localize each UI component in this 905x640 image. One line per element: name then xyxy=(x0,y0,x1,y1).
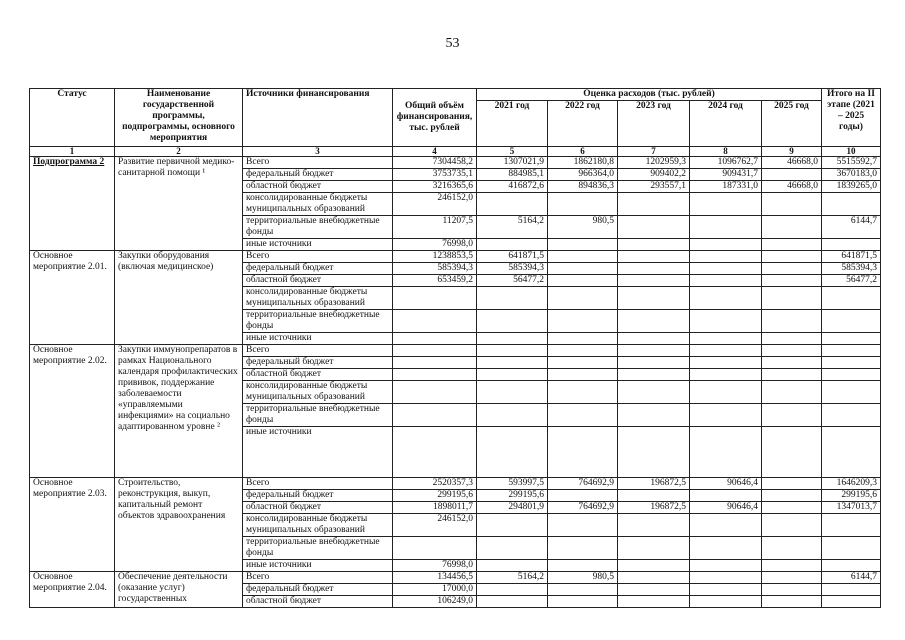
value-cell-y2021: 5164,2 xyxy=(477,216,548,239)
value-cell-y2024 xyxy=(690,263,762,275)
value-cell-y2024 xyxy=(690,584,762,596)
value-cell-y2023 xyxy=(618,490,690,502)
value-cell-y2025 xyxy=(762,357,822,369)
value-cell-y2022: 1862180,8 xyxy=(548,157,618,169)
value-cell-y2023 xyxy=(618,537,690,560)
value-cell-y2022 xyxy=(548,345,618,357)
source-cell: областной бюджет xyxy=(243,502,393,514)
value-cell-y2022 xyxy=(548,357,618,369)
value-cell-y2024 xyxy=(690,596,762,608)
value-cell-y2023: 196872,5 xyxy=(618,502,690,514)
value-cell-y2024 xyxy=(690,427,762,478)
source-cell: консолидированные бюджеты муниципальных образований xyxy=(243,514,393,537)
value-cell-y2025 xyxy=(762,381,822,404)
value-cell-y2023 xyxy=(618,263,690,275)
source-cell: Всего xyxy=(243,345,393,357)
source-cell: федеральный бюджет xyxy=(243,357,393,369)
table-row xyxy=(30,251,881,263)
value-cell-stage xyxy=(822,560,881,572)
value-cell-total: 76998,0 xyxy=(393,560,477,572)
value-cell-total: 106249,0 xyxy=(393,596,477,608)
value-cell-y2023 xyxy=(618,275,690,287)
value-cell-y2025 xyxy=(762,596,822,608)
column-number: 5 xyxy=(477,147,548,157)
column-number: 6 xyxy=(548,147,618,157)
source-cell: консолидированные бюджеты муниципальных образований xyxy=(243,193,393,216)
header-estimate: Оценка расходов (тыс. рублей) xyxy=(477,89,822,101)
value-cell-y2022 xyxy=(548,287,618,310)
source-cell: федеральный бюджет xyxy=(243,490,393,502)
value-cell-y2024 xyxy=(690,537,762,560)
value-cell-y2022 xyxy=(548,514,618,537)
value-cell-y2023 xyxy=(618,216,690,239)
value-cell-y2025 xyxy=(762,584,822,596)
value-cell-total: 17000,0 xyxy=(393,584,477,596)
value-cell-y2025: 46668,0 xyxy=(762,181,822,193)
value-cell-y2021: 1307021,9 xyxy=(477,157,548,169)
value-cell-y2022 xyxy=(548,560,618,572)
value-cell-stage: 1347013,7 xyxy=(822,502,881,514)
column-number: 10 xyxy=(822,147,881,157)
page-number: 53 xyxy=(445,36,460,51)
value-cell-y2021: 884985,1 xyxy=(477,169,548,181)
value-cell-y2022 xyxy=(548,275,618,287)
value-cell-y2023 xyxy=(618,427,690,478)
value-cell-y2023: 293557,1 xyxy=(618,181,690,193)
value-cell-y2021 xyxy=(477,357,548,369)
value-cell-y2024 xyxy=(690,333,762,345)
header-sources: Источники финансирования xyxy=(243,89,393,147)
value-cell-stage xyxy=(822,537,881,560)
value-cell-y2024 xyxy=(690,345,762,357)
value-cell-y2024 xyxy=(690,560,762,572)
value-cell-stage: 641871,5 xyxy=(822,251,881,263)
value-cell-y2021: 56477,2 xyxy=(477,275,548,287)
value-cell-y2025 xyxy=(762,572,822,584)
value-cell-stage xyxy=(822,427,881,478)
value-cell-y2022 xyxy=(548,537,618,560)
value-cell-y2021: 416872,6 xyxy=(477,181,548,193)
source-cell: территориальные внебюджетные фонды xyxy=(243,404,393,427)
value-cell-y2022 xyxy=(548,239,618,251)
value-cell-stage: 1646209,3 xyxy=(822,478,881,490)
value-cell-y2021: 294801,9 xyxy=(477,502,548,514)
column-number: 9 xyxy=(762,147,822,157)
value-cell-y2023 xyxy=(618,381,690,404)
source-cell: территориальные внебюджетные фонды xyxy=(243,216,393,239)
value-cell-y2024: 90646,4 xyxy=(690,478,762,490)
value-cell-y2025 xyxy=(762,239,822,251)
value-cell-y2022: 764692,9 xyxy=(548,478,618,490)
value-cell-y2022 xyxy=(548,404,618,427)
value-cell-total: 246152,0 xyxy=(393,193,477,216)
source-cell: федеральный бюджет xyxy=(243,263,393,275)
value-cell-y2023 xyxy=(618,357,690,369)
value-cell-y2024 xyxy=(690,381,762,404)
header-name: Наименование государственной программы, подпрограммы, основного мероприятия xyxy=(115,89,243,147)
value-cell-total: 299195,6 xyxy=(393,490,477,502)
column-numbers-row xyxy=(30,147,881,157)
source-cell: иные источники xyxy=(243,239,393,251)
value-cell-stage xyxy=(822,369,881,381)
source-cell: областной бюджет xyxy=(243,181,393,193)
value-cell-total xyxy=(393,345,477,357)
source-cell: территориальные внебюджетные фонды xyxy=(243,310,393,333)
header-total: Общий объём финансирования, тыс. рублей xyxy=(393,89,477,147)
value-cell-y2025 xyxy=(762,333,822,345)
value-cell-total: 585394,3 xyxy=(393,263,477,275)
source-cell: консолидированные бюджеты муниципальных образований xyxy=(243,381,393,404)
value-cell-stage: 6144,7 xyxy=(822,216,881,239)
header-2021: 2021 год xyxy=(477,101,548,147)
source-cell: областной бюджет xyxy=(243,369,393,381)
column-number: 8 xyxy=(690,147,762,157)
column-number: 3 xyxy=(243,147,393,157)
value-cell-y2021: 299195,6 xyxy=(477,490,548,502)
value-cell-y2023 xyxy=(618,584,690,596)
value-cell-y2025 xyxy=(762,263,822,275)
value-cell-stage: 3670183,0 xyxy=(822,169,881,181)
value-cell-y2025 xyxy=(762,275,822,287)
value-cell-y2022: 764692,9 xyxy=(548,502,618,514)
value-cell-y2022 xyxy=(548,310,618,333)
value-cell-y2024: 1096762,7 xyxy=(690,157,762,169)
value-cell-y2024: 187331,0 xyxy=(690,181,762,193)
value-cell-y2023: 196872,5 xyxy=(618,478,690,490)
value-cell-y2023: 909402,2 xyxy=(618,169,690,181)
value-cell-y2022 xyxy=(548,251,618,263)
value-cell-y2025 xyxy=(762,404,822,427)
value-cell-y2021 xyxy=(477,404,548,427)
value-cell-y2024 xyxy=(690,514,762,537)
table-header xyxy=(30,89,881,157)
value-cell-stage: 585394,3 xyxy=(822,263,881,275)
value-cell-y2022 xyxy=(548,596,618,608)
value-cell-y2022 xyxy=(548,369,618,381)
value-cell-y2025 xyxy=(762,490,822,502)
value-cell-y2021 xyxy=(477,345,548,357)
value-cell-y2024: 90646,4 xyxy=(690,502,762,514)
row-status: Подпрограмма 2 xyxy=(30,157,115,251)
row-name: Обеспечение деятельности (оказание услуг) государственных xyxy=(115,572,243,608)
source-cell: Всего xyxy=(243,572,393,584)
value-cell-y2023 xyxy=(618,404,690,427)
value-cell-y2023 xyxy=(618,193,690,216)
value-cell-stage xyxy=(822,584,881,596)
value-cell-y2025 xyxy=(762,369,822,381)
value-cell-stage xyxy=(822,193,881,216)
source-cell: областной бюджет xyxy=(243,275,393,287)
source-cell: областной бюджет xyxy=(243,596,393,608)
source-cell: Всего xyxy=(243,478,393,490)
value-cell-y2024 xyxy=(690,216,762,239)
column-number: 7 xyxy=(618,147,690,157)
value-cell-y2022 xyxy=(548,263,618,275)
value-cell-stage: 56477,2 xyxy=(822,275,881,287)
value-cell-y2022 xyxy=(548,584,618,596)
value-cell-y2025 xyxy=(762,310,822,333)
value-cell-total: 1238853,5 xyxy=(393,251,477,263)
value-cell-total xyxy=(393,310,477,333)
value-cell-y2025 xyxy=(762,537,822,560)
value-cell-y2025 xyxy=(762,502,822,514)
value-cell-y2024 xyxy=(690,357,762,369)
header-2022: 2022 год xyxy=(548,101,618,147)
value-cell-stage: 1839265,0 xyxy=(822,181,881,193)
value-cell-total: 11207,5 xyxy=(393,216,477,239)
header-status: Статус xyxy=(30,89,115,147)
value-cell-total: 246152,0 xyxy=(393,514,477,537)
row-status: Основное мероприятие 2.03. xyxy=(30,478,115,572)
value-cell-y2021 xyxy=(477,381,548,404)
value-cell-y2021 xyxy=(477,514,548,537)
value-cell-y2023 xyxy=(618,560,690,572)
value-cell-y2024 xyxy=(690,239,762,251)
value-cell-stage xyxy=(822,404,881,427)
value-cell-total xyxy=(393,369,477,381)
row-status: Основное мероприятие 2.01. xyxy=(30,251,115,345)
value-cell-y2025 xyxy=(762,514,822,537)
value-cell-y2025 xyxy=(762,478,822,490)
value-cell-total: 653459,2 xyxy=(393,275,477,287)
table-row xyxy=(30,157,881,169)
value-cell-y2022: 980,5 xyxy=(548,216,618,239)
value-cell-y2024 xyxy=(690,572,762,584)
value-cell-y2023 xyxy=(618,251,690,263)
value-cell-y2024 xyxy=(690,404,762,427)
value-cell-y2023 xyxy=(618,287,690,310)
value-cell-total xyxy=(393,357,477,369)
table-row xyxy=(30,572,881,584)
value-cell-total xyxy=(393,537,477,560)
source-cell: консолидированные бюджеты муниципальных образований xyxy=(243,287,393,310)
value-cell-y2021 xyxy=(477,239,548,251)
value-cell-y2024 xyxy=(690,251,762,263)
value-cell-stage: 299195,6 xyxy=(822,490,881,502)
value-cell-y2024 xyxy=(690,275,762,287)
value-cell-stage xyxy=(822,345,881,357)
value-cell-y2021: 5164,2 xyxy=(477,572,548,584)
value-cell-y2024 xyxy=(690,310,762,333)
value-cell-y2023 xyxy=(618,310,690,333)
column-number: 1 xyxy=(30,147,115,157)
value-cell-y2022 xyxy=(548,490,618,502)
value-cell-y2025 xyxy=(762,193,822,216)
value-cell-y2024 xyxy=(690,490,762,502)
value-cell-y2021 xyxy=(477,537,548,560)
value-cell-y2021 xyxy=(477,333,548,345)
source-cell: Всего xyxy=(243,157,393,169)
value-cell-y2024: 909431,7 xyxy=(690,169,762,181)
value-cell-stage xyxy=(822,381,881,404)
value-cell-y2021 xyxy=(477,584,548,596)
value-cell-y2023 xyxy=(618,572,690,584)
value-cell-y2021 xyxy=(477,193,548,216)
value-cell-y2023 xyxy=(618,514,690,537)
row-name: Закупки оборудования (включая медицинское) xyxy=(115,251,243,345)
value-cell-stage xyxy=(822,287,881,310)
row-status: Основное мероприятие 2.02. xyxy=(30,345,115,478)
value-cell-y2021 xyxy=(477,310,548,333)
value-cell-y2025 xyxy=(762,427,822,478)
source-cell: иные источники xyxy=(243,427,393,478)
value-cell-y2023 xyxy=(618,333,690,345)
value-cell-stage xyxy=(822,333,881,345)
value-cell-y2023 xyxy=(618,345,690,357)
header-stage: Итого на II этапе (2021 – 2025 годы) xyxy=(822,89,881,147)
value-cell-y2025 xyxy=(762,216,822,239)
value-cell-stage: 5515592,7 xyxy=(822,157,881,169)
value-cell-y2024 xyxy=(690,369,762,381)
value-cell-total xyxy=(393,381,477,404)
value-cell-stage xyxy=(822,514,881,537)
value-cell-total xyxy=(393,333,477,345)
row-name: Закупки иммунопрепаратов в рамках Национального календаря профилактических прививок, поддержание заболеваемости «управляемыми инфекциями» на социально адаптированном уровне ² xyxy=(115,345,243,478)
source-cell: федеральный бюджет xyxy=(243,169,393,181)
value-cell-stage xyxy=(822,239,881,251)
value-cell-y2025 xyxy=(762,560,822,572)
value-cell-y2022: 966364,0 xyxy=(548,169,618,181)
value-cell-y2022 xyxy=(548,427,618,478)
value-cell-total: 2520357,3 xyxy=(393,478,477,490)
value-cell-y2022 xyxy=(548,333,618,345)
value-cell-y2021: 585394,3 xyxy=(477,263,548,275)
source-cell: иные источники xyxy=(243,333,393,345)
value-cell-y2021 xyxy=(477,560,548,572)
value-cell-total: 3753735,1 xyxy=(393,169,477,181)
value-cell-y2023 xyxy=(618,596,690,608)
value-cell-y2022: 980,5 xyxy=(548,572,618,584)
value-cell-total: 76998,0 xyxy=(393,239,477,251)
source-cell: Всего xyxy=(243,251,393,263)
value-cell-y2021 xyxy=(477,287,548,310)
value-cell-stage xyxy=(822,357,881,369)
value-cell-stage xyxy=(822,310,881,333)
value-cell-y2024 xyxy=(690,193,762,216)
value-cell-total: 3216365,6 xyxy=(393,181,477,193)
row-status: Основное мероприятие 2.04. xyxy=(30,572,115,608)
value-cell-y2023: 1202959,3 xyxy=(618,157,690,169)
value-cell-y2022: 894836,3 xyxy=(548,181,618,193)
value-cell-y2025 xyxy=(762,287,822,310)
value-cell-y2021 xyxy=(477,596,548,608)
row-name: Строительство, реконструкция, выкуп, капитальный ремонт объектов здравоохранения xyxy=(115,478,243,572)
value-cell-total xyxy=(393,404,477,427)
value-cell-total xyxy=(393,427,477,478)
source-cell: территориальные внебюджетные фонды xyxy=(243,537,393,560)
value-cell-stage xyxy=(822,596,881,608)
value-cell-y2025 xyxy=(762,251,822,263)
table-row xyxy=(30,345,881,357)
column-number: 4 xyxy=(393,147,477,157)
header-2025: 2025 год xyxy=(762,101,822,147)
source-cell: иные источники xyxy=(243,560,393,572)
value-cell-y2022 xyxy=(548,381,618,404)
value-cell-stage: 6144,7 xyxy=(822,572,881,584)
value-cell-y2021 xyxy=(477,427,548,478)
header-2024: 2024 год xyxy=(690,101,762,147)
value-cell-y2024 xyxy=(690,287,762,310)
table-row xyxy=(30,478,881,490)
value-cell-total: 134456,5 xyxy=(393,572,477,584)
financing-table xyxy=(29,88,881,608)
value-cell-y2023 xyxy=(618,239,690,251)
value-cell-total xyxy=(393,287,477,310)
value-cell-y2025 xyxy=(762,169,822,181)
header-2023: 2023 год xyxy=(618,101,690,147)
value-cell-y2021: 593997,5 xyxy=(477,478,548,490)
value-cell-y2025 xyxy=(762,345,822,357)
column-number: 2 xyxy=(115,147,243,157)
row-name: Развитие первичной медико-санитарной помощи ¹ xyxy=(115,157,243,251)
value-cell-total: 7304458,2 xyxy=(393,157,477,169)
value-cell-y2023 xyxy=(618,369,690,381)
table-body xyxy=(30,157,881,608)
value-cell-y2021: 641871,5 xyxy=(477,251,548,263)
value-cell-y2022 xyxy=(548,193,618,216)
value-cell-total: 1898011,7 xyxy=(393,502,477,514)
source-cell: федеральный бюджет xyxy=(243,584,393,596)
value-cell-y2021 xyxy=(477,369,548,381)
value-cell-y2025: 46668,0 xyxy=(762,157,822,169)
